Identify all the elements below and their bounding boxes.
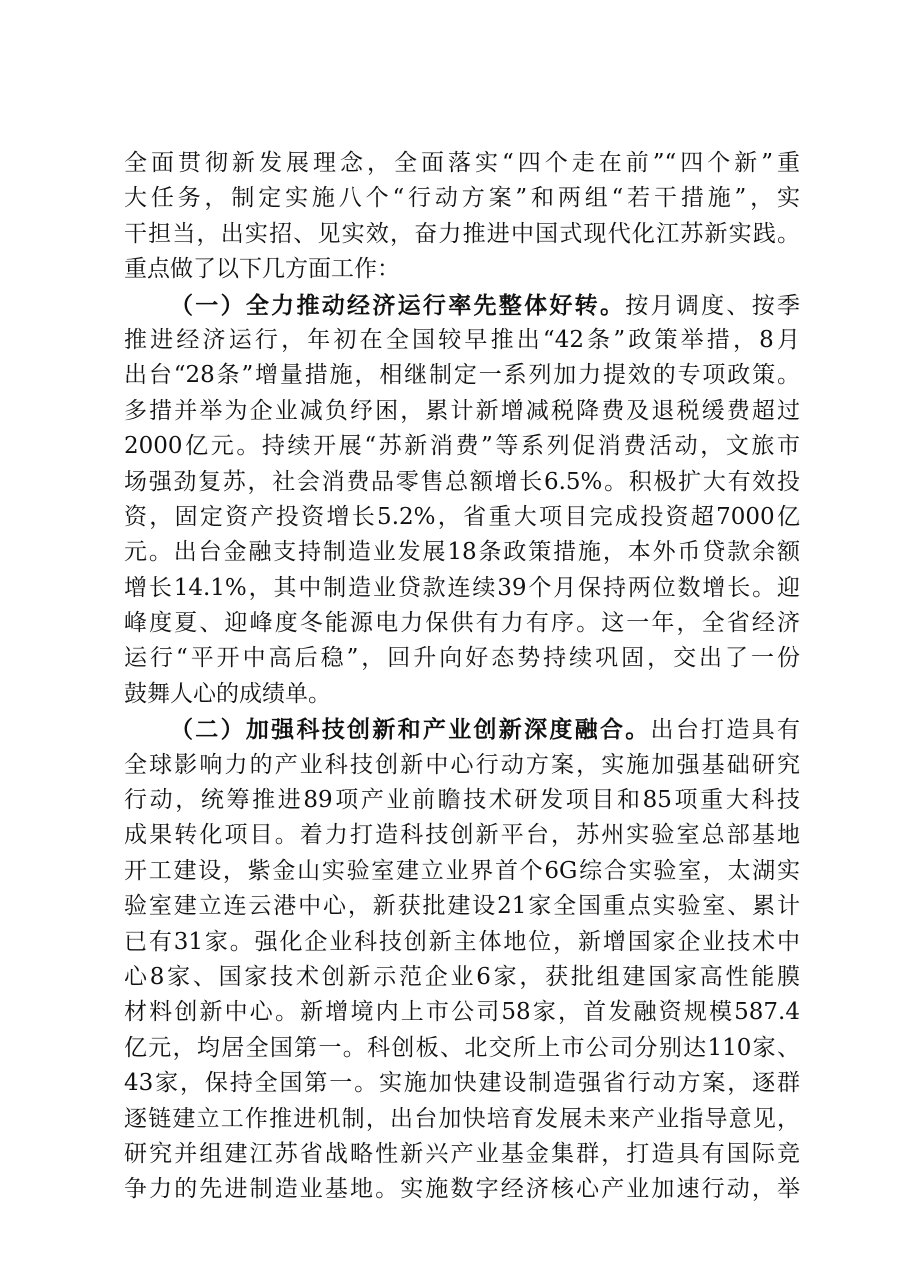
text-line: 逐链建立工作推进机制，出台加快培育发展未来产业指导意见， <box>124 1105 800 1132</box>
text-line: 材料创新中心。新增境内上市公司58家，首发融资规模587.4 <box>124 999 800 1026</box>
text-line: 大任务，制定实施八个“行动方案”和两组“若干措施”，实 <box>124 185 800 212</box>
document-page <box>124 146 800 1208</box>
text-line: 心8家、国家技术创新示范企业6家，获批组建国家高性能膜 <box>124 963 800 990</box>
paragraph-intro <box>124 146 800 288</box>
text-line: 运行“平开中高后稳”，回升向好态势持续巩固，交出了一份 <box>124 645 800 672</box>
text-line: 争力的先进制造业基地。实施数字经济核心产业加速行动，举 <box>124 1176 800 1203</box>
text-fragment: 出台打造具有 <box>650 717 801 744</box>
text-line: 元。出台金融支持制造业发展18条政策措施，本外币贷款余额 <box>124 539 800 566</box>
text-line: 推进经济运行，年初在全国较早推出“42条”政策举措，8月 <box>124 326 800 353</box>
text-line: 行动，统筹推进89项产业前瞻技术研发项目和85项重大科技 <box>124 787 800 814</box>
section-2-first-line <box>124 712 800 747</box>
text-line: 研究并组建江苏省战略性新兴产业基金集群，打造具有国际竞 <box>124 1140 800 1167</box>
text-fragment: 按月调度、按季 <box>625 292 801 319</box>
text-line: 成果转化项目。着力打造科技创新平台，苏州实验室总部基地 <box>124 822 800 849</box>
text-line: 场强劲复苏，社会消费品零售总额增长6.5%。积极扩大有效投 <box>124 468 800 495</box>
text-line: 鼓舞人心的成绩单。 <box>124 680 331 707</box>
section-1-first-line <box>124 288 800 323</box>
text-line: 多措并举为企业减负纾困，累计新增减税降费及退税缓费超过 <box>124 397 800 424</box>
text-line: 增长14.1%，其中制造业贷款连续39个月保持两位数增长。迎 <box>124 574 800 601</box>
paragraph-section-2 <box>124 712 800 1207</box>
text-line: 重点做了以下几方面工作： <box>124 256 400 283</box>
text-line: 资，固定资产投资增长5.2%，省重大项目完成投资超7000亿 <box>124 503 800 530</box>
section-1-heading: （一）全力推动经济运行率先整体好转。 <box>170 291 626 319</box>
text-line: 已有31家。强化企业科技创新主体地位，新增国家企业技术中 <box>124 928 800 955</box>
text-line: 验室建立连云港中心，新获批建设21家全国重点实验室、累计 <box>124 893 800 920</box>
text-line: 峰度夏、迎峰度冬能源电力保供有力有序。这一年，全省经济 <box>124 610 800 637</box>
text-line: 干担当，出实招、见实效，奋力推进中国式现代化江苏新实践。 <box>124 220 800 247</box>
section-2-heading: （二）加强科技创新和产业创新深度融合。 <box>170 716 651 744</box>
text-line: 亿元，均居全国第一。科创板、北交所上市公司分别达110家、 <box>124 1034 800 1061</box>
text-line: 开工建设，紫金山实验室建立业界首个6G综合实验室，太湖实 <box>124 857 800 884</box>
text-line: 全球影响力的产业科技创新中心行动方案，实施加强基础研究 <box>124 751 800 778</box>
paragraph-section-1 <box>124 288 800 713</box>
text-line: 全面贯彻新发展理念，全面落实“四个走在前”“四个新”重 <box>124 150 800 176</box>
text-line: 出台“28条”增量措施，相继制定一系列加力提效的专项政策。 <box>124 362 800 389</box>
text-line: 2000亿元。持续开展“苏新消费”等系列促消费活动，文旅市 <box>124 433 800 460</box>
text-line: 43家，保持全国第一。实施加快建设制造强省行动方案，逐群 <box>124 1070 800 1097</box>
